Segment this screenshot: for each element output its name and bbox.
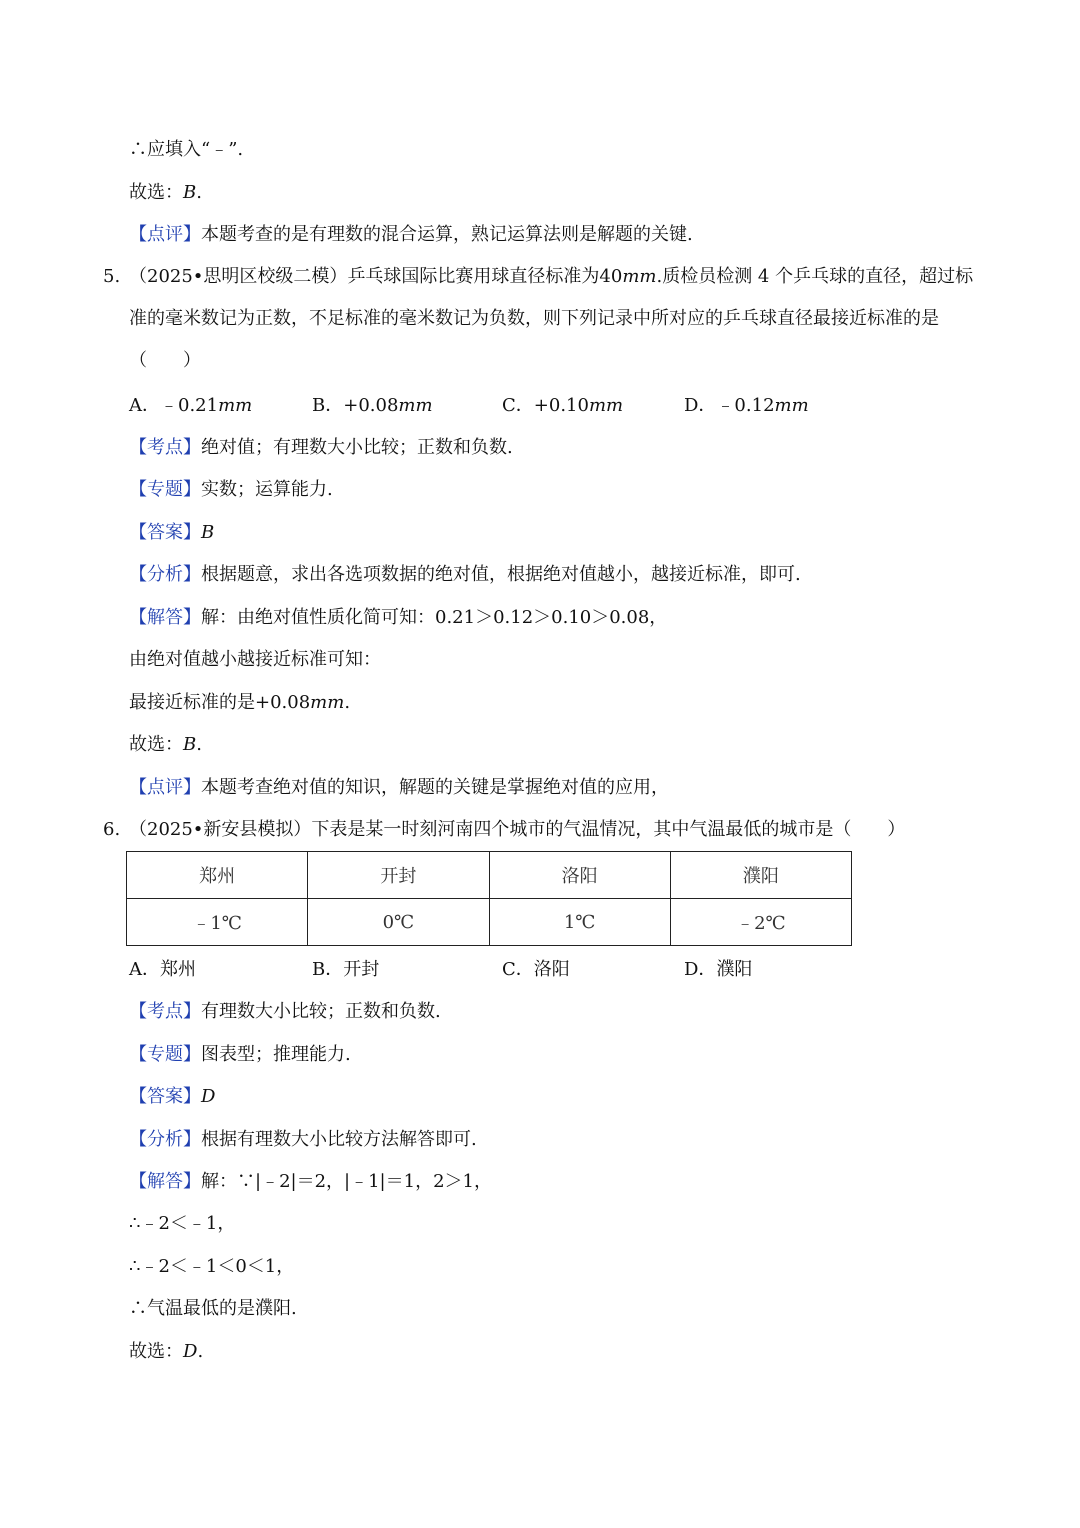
table-cell-temp: 0℃: [308, 899, 489, 946]
table-cell-temp: ﹣2℃: [670, 899, 851, 946]
answer-letter: B: [201, 522, 215, 543]
q6-step3: ∴气温最低的是濮阳.: [129, 1298, 297, 1319]
table-cell-temp: 1℃: [489, 899, 670, 946]
option-label: B．: [312, 395, 344, 416]
q5-stem-b: .质检员检测 4 个乒乓球的直径，超过标准的毫米数记为正数，不足标准的毫米数记为负数，则下列记录中所对应的乒乓球直径最接近标准的是（ ）: [129, 266, 974, 371]
q6-step1: ∴﹣2＜﹣1，: [129, 1213, 236, 1234]
option-value: 郑州: [160, 959, 196, 980]
table-cell-city: 濮阳: [670, 852, 851, 899]
section-text: 有理数大小比较；正数和负数.: [201, 1001, 441, 1022]
section-tag: 【专题】: [129, 479, 201, 500]
option-label: A．: [129, 959, 160, 980]
q5-fenxi: [129, 562, 801, 588]
section-text: 图表型；推理能力.: [201, 1044, 351, 1065]
section-text: 解：∵|﹣2|＝2，|﹣1|＝1，2＞1，: [201, 1171, 492, 1192]
q5-kaodian: [129, 435, 513, 461]
answer-suffix: .: [197, 1341, 204, 1362]
q6-zhuanti: [129, 1042, 351, 1068]
option-label: D．: [684, 959, 717, 980]
section-tag: 【解答】: [129, 607, 201, 628]
q5-zhuanti: [129, 477, 333, 503]
q6-jieda: [129, 1169, 492, 1195]
section-text: 根据题意，求出各选项数据的绝对值，根据绝对值越小，越接近标准，即可.: [201, 564, 801, 585]
answer-letter: B: [183, 734, 197, 755]
q5-stem-a: 乒乓球国际比赛用球直径标准为40: [347, 266, 623, 287]
comment-text: 本题考查的是有理数的混合运算，熟记运算法则是解题的关键.: [201, 224, 693, 245]
option-label: D．: [684, 395, 717, 416]
section-text: 绝对值；有理数大小比较；正数和负数.: [201, 437, 513, 458]
q5-step2: [129, 690, 350, 716]
intro-answer: [129, 180, 202, 206]
option-value: ﹣0.21: [160, 395, 219, 416]
section-text: 根据有理数大小比较方法解答即可.: [201, 1129, 477, 1150]
option-label: A．: [129, 395, 160, 416]
option-value: +0.08: [343, 395, 399, 416]
q5-option-c: [502, 393, 623, 419]
section-tag: 【专题】: [129, 1044, 201, 1065]
option-label: C．: [502, 959, 534, 980]
q6-daan: [129, 1084, 215, 1110]
answer-prefix: 故选：: [129, 182, 183, 203]
table-cell-city: 郑州: [127, 852, 308, 899]
table-cell-city: 洛阳: [489, 852, 670, 899]
option-value: ﹣0.12: [716, 395, 775, 416]
q5-option-d: [684, 393, 809, 419]
step-suffix: .: [344, 692, 351, 713]
q6-guxuan: [129, 1339, 203, 1365]
q5-option-a: [129, 393, 252, 419]
section-tag: 【点评】: [129, 777, 201, 798]
q6-number: 6.: [103, 819, 121, 840]
q5-source: （2025•思明区校级二模）: [129, 266, 348, 287]
answer-suffix: .: [196, 734, 202, 755]
option-unit: mm: [774, 395, 809, 416]
q6-step2: ∴﹣2＜﹣1＜0＜1，: [129, 1256, 295, 1277]
section-tag: 【答案】: [129, 522, 201, 543]
option-unit: mm: [588, 395, 624, 416]
step-unit: mm: [310, 692, 345, 713]
q6-stem: （2025•新安县模拟）下表是某一时刻河南四个城市的气温情况，其中气温最低的城市是（ ）: [129, 819, 906, 840]
section-tag: 【答案】: [129, 1086, 201, 1107]
intro-comment: [129, 222, 693, 248]
q5-daan: [129, 520, 214, 546]
table-row: [127, 852, 852, 899]
q5-step1: 由绝对值越小越接近标准可知：: [129, 649, 381, 670]
step-text: 最接近标准的是+0.08: [129, 692, 311, 713]
table-cell-city: 开封: [308, 852, 489, 899]
q5-option-b: [312, 393, 433, 419]
q5-dianping: [129, 775, 669, 801]
q6-option-d: [684, 957, 752, 983]
q5-guxuan: [129, 732, 202, 758]
answer-letter: B: [183, 182, 197, 203]
answer-letter: D: [201, 1086, 216, 1107]
q6-option-b: [312, 957, 379, 983]
section-tag: 【考点】: [129, 437, 201, 458]
answer-letter: D: [183, 1341, 198, 1362]
q6-option-c: [502, 957, 570, 983]
q6-option-a: [129, 957, 196, 983]
comment-tag: 【点评】: [129, 224, 201, 245]
option-value: 洛阳: [533, 959, 570, 980]
section-text: 解：由绝对值性质化简可知：0.21＞0.12＞0.10＞0.08，: [201, 607, 668, 628]
option-label: B．: [312, 959, 344, 980]
temperature-table: [126, 851, 852, 946]
table-cell-temp: ﹣1℃: [127, 899, 308, 946]
table-row: [127, 899, 852, 946]
option-unit: mm: [398, 395, 433, 416]
q6-kaodian: [129, 999, 441, 1025]
option-value: +0.10: [533, 395, 589, 416]
q6-fenxi: [129, 1127, 477, 1153]
section-text: 本题考查绝对值的知识，解题的关键是掌握绝对值的应用，: [201, 777, 669, 798]
section-tag: 【考点】: [129, 1001, 201, 1022]
section-tag: 【分析】: [129, 564, 201, 585]
answer-suffix: .: [196, 182, 202, 203]
q5-number: 5.: [103, 266, 121, 287]
q5-stem-unit: mm: [622, 266, 657, 287]
intro-conclusion: ∴应填入“﹣”.: [129, 139, 244, 160]
q5-stem: [129, 256, 979, 382]
option-value: 濮阳: [716, 959, 753, 980]
option-unit: mm: [218, 395, 253, 416]
q5-jieda: [129, 605, 667, 631]
answer-prefix: 故选：: [129, 734, 183, 755]
option-label: C．: [502, 395, 534, 416]
answer-prefix: 故选：: [129, 1341, 183, 1362]
section-tag: 【解答】: [129, 1171, 201, 1192]
section-tag: 【分析】: [129, 1129, 201, 1150]
option-value: 开封: [343, 959, 380, 980]
section-text: 实数；运算能力.: [201, 479, 333, 500]
